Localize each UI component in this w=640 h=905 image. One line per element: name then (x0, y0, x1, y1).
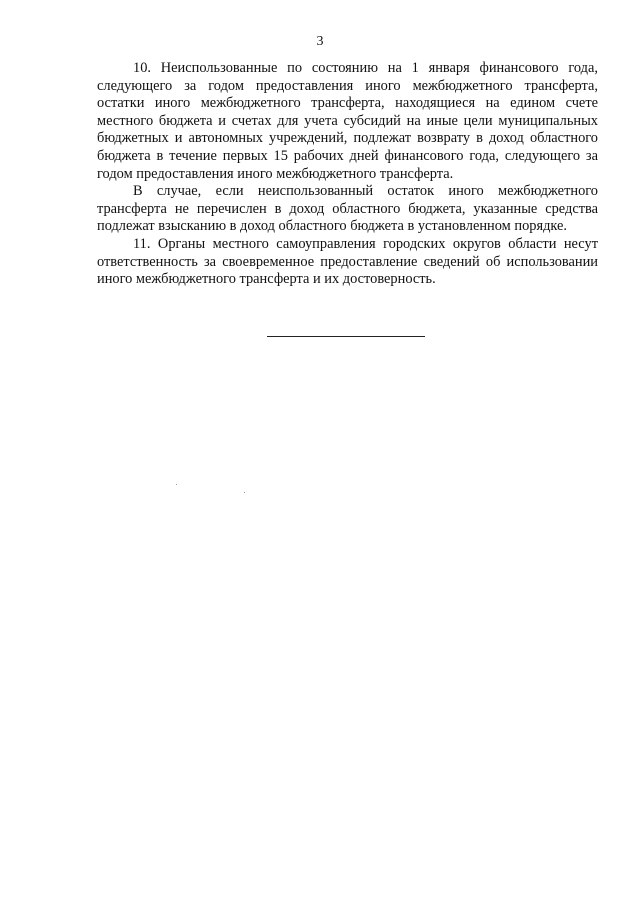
page-number: 3 (316, 34, 324, 49)
document-body (97, 60, 598, 289)
end-of-text-divider (267, 336, 425, 337)
paragraph-item-11: 11. Органы местного самоуправления городских округов области несут ответственность за своевременное предоставление сведений об использовании иного межбюджетного трансферта и их достоверность. (97, 235, 598, 288)
scan-speck (244, 492, 245, 493)
paragraph-item-10: 10. Неиспользованные по состоянию на 1 января финансового года, следующего за годом предоставления иного межбюджетного трансферта, остатки иного межбюджетного трансферта, находящиеся на едином счете местного бюджета и счетах для учета субсидий на иные цели муниципальных бюджетных и автономных учреждений, подлежат возврату в доход областного бюджета в течение первых 15 рабочих дней финансового года, следующего за годом предоставления иного межбюджетного трансферта. (97, 60, 598, 182)
paragraph-unused-balance: В случае, если неиспользованный остаток иного межбюджетного трансферта не перечислен в доход областного бюджета, указанные средства подлежат взысканию в доход областного бюджета в установленном порядке. (97, 183, 598, 235)
scan-speck (176, 484, 177, 485)
